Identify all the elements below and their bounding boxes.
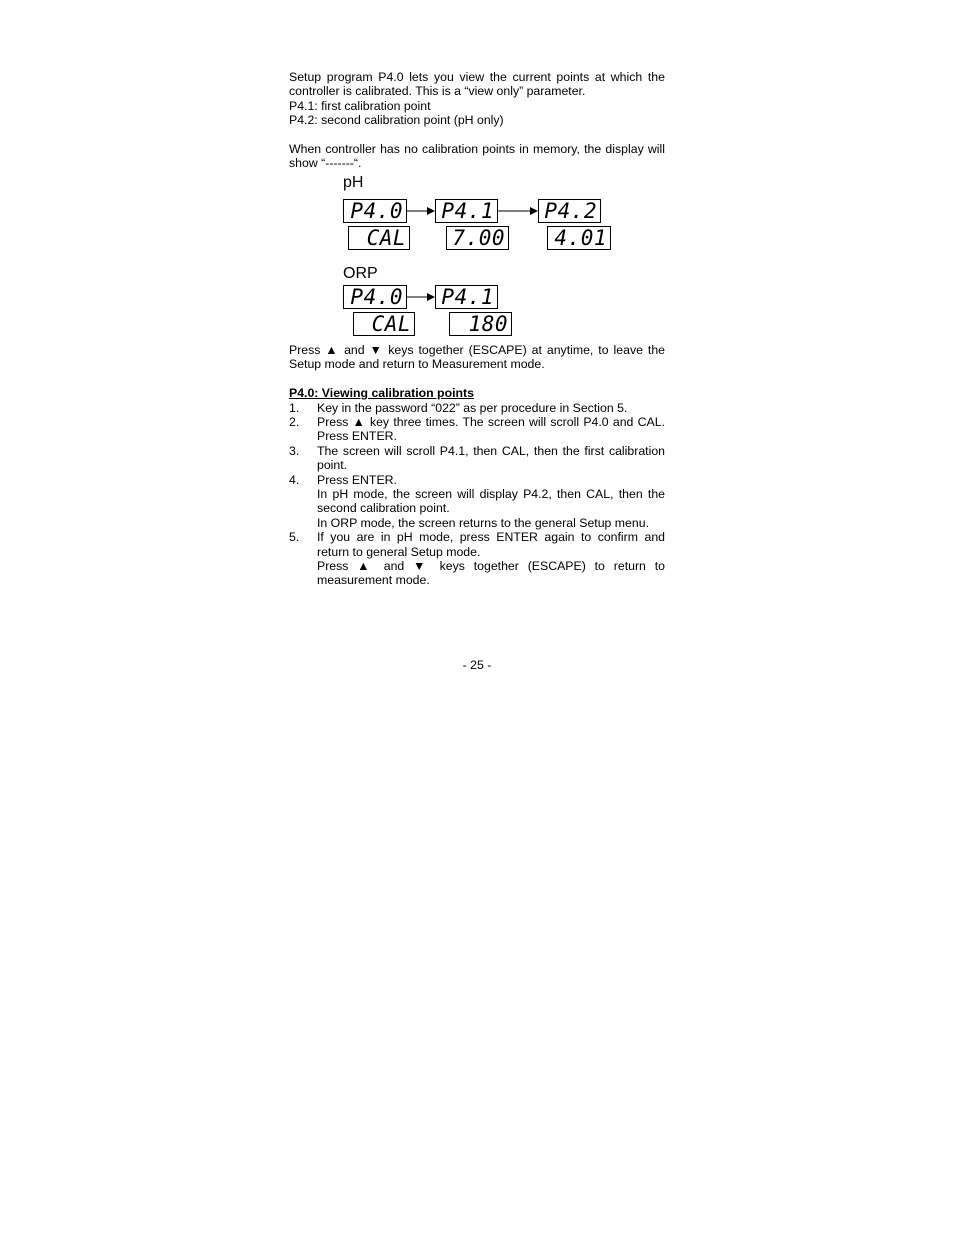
- step-text: Key in the password “022” as per procedure in Section 5.: [317, 400, 628, 415]
- ph-display-p40: P4.0: [343, 199, 407, 223]
- orp-label: ORP: [343, 265, 378, 282]
- orp-display-cal: CAL: [353, 312, 415, 336]
- ph-display-p41: P4.1: [435, 199, 498, 223]
- step-text: If you are in pH mode, press ENTER again to confirm and return to general Setup mode.: [317, 530, 665, 559]
- intro-paragraph: Setup program P4.0 lets you view the current points at which the controller is calibrated. This is a “view only” parameter.: [289, 70, 665, 99]
- orp-display-p40: P4.0: [343, 285, 407, 309]
- step-text: Press ▲ key three times. The screen will scroll P4.0 and CAL. Press ENTER.: [317, 415, 665, 444]
- step-text: The screen will scroll P4.1, then CAL, then the first calibration point.: [317, 443, 665, 473]
- list-item: [289, 473, 665, 531]
- list-item: [289, 401, 665, 415]
- arrow-right-icon: [498, 206, 538, 216]
- step-number: 4.: [289, 472, 300, 487]
- ph-display-cal: CAL: [348, 226, 410, 250]
- step-text: Press ▲ and ▼ keys together (ESCAPE) to return to measurement mode.: [317, 559, 665, 588]
- no-calibration-note: When controller has no calibration points in memory, the display will show “-------“.: [289, 142, 665, 171]
- list-item: [289, 444, 665, 473]
- arrow-right-icon: [407, 292, 435, 302]
- list-item: [289, 530, 665, 588]
- section-heading: P4.0: Viewing calibration points: [289, 386, 474, 401]
- orp-display-value: 180: [449, 312, 512, 336]
- intro-block: [289, 70, 665, 171]
- ph-label: pH: [343, 174, 364, 191]
- ph-display-first-point: 7.00: [446, 226, 509, 250]
- instructions-block: [289, 343, 665, 588]
- step-number: 3.: [289, 443, 300, 458]
- ph-display-p42: P4.2: [538, 199, 601, 223]
- step-text: Press ENTER.: [317, 472, 397, 487]
- p41-description: P4.1: first calibration point: [289, 98, 431, 113]
- escape-note: Press ▲ and ▼ keys together (ESCAPE) at anytime, to leave the Setup mode and return to Measurement mode.: [289, 343, 665, 372]
- steps-list: [289, 401, 665, 588]
- step-number: 1.: [289, 400, 300, 415]
- step-text: In ORP mode, the screen returns to the general Setup menu.: [317, 515, 649, 530]
- step-number: 2.: [289, 415, 300, 430]
- p42-description: P4.2: second calibration point (pH only): [289, 113, 504, 128]
- page-number: - 25 -: [462, 658, 492, 672]
- orp-display-p41: P4.1: [435, 285, 498, 309]
- list-item: [289, 415, 665, 444]
- step-number: 5.: [289, 530, 300, 545]
- arrow-right-icon: [407, 206, 435, 216]
- step-text: In pH mode, the screen will display P4.2, then CAL, then the second calibration point.: [317, 487, 665, 516]
- ph-display-second-point: 4.01: [547, 226, 611, 250]
